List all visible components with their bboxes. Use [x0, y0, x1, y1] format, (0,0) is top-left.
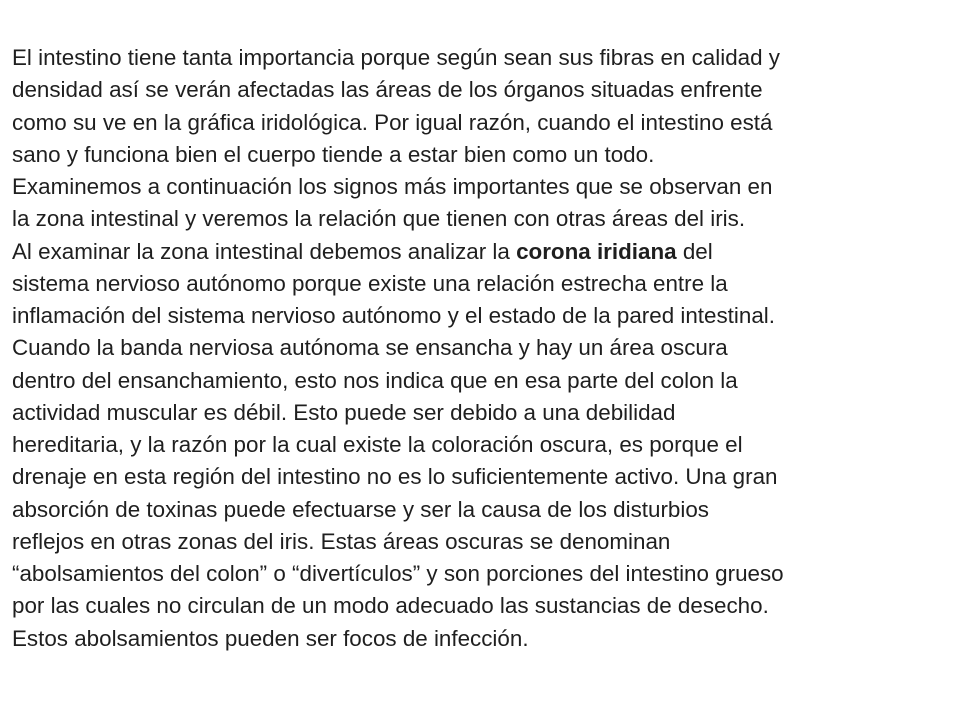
- text-line: absorción de toxinas puede efectuarse y ser la causa de los disturbios: [12, 496, 710, 522]
- text-line: densidad así se verán afectadas las áreas de los órganos situadas enfrente: [12, 77, 763, 103]
- text-segment: Al examinar la zona intestinal debemos analizar la: [12, 238, 517, 264]
- text-line: sano y funciona bien el cuerpo tiende a estar bien como un todo.: [12, 141, 655, 167]
- text-line: Estos abolsamientos pueden ser focos de infección.: [12, 625, 529, 651]
- paragraph-importancia-intestino: [12, 42, 952, 171]
- bold-term-corona-iridiana: corona iridiana: [516, 238, 677, 264]
- text-line: [12, 236, 952, 268]
- text-line: reflejos en otras zonas del iris. Estas áreas oscuras se denominan: [12, 528, 671, 554]
- text-line: Cuando la banda nerviosa autónoma se ensancha y hay un área oscura: [12, 335, 728, 361]
- text-segment: del: [676, 238, 713, 264]
- body-text: [12, 42, 952, 655]
- paragraph-banda-nerviosa: [12, 332, 952, 655]
- text-line: la zona intestinal y veremos la relación que tienen con otras áreas del iris.: [12, 206, 746, 232]
- text-line: El intestino tiene tanta importancia porque según sean sus fibras en calidad y: [12, 45, 780, 70]
- text-line: “abolsamientos del colon” o “divertículos” y son porciones del intestino grueso: [12, 561, 784, 586]
- text-line: dentro del ensanchamiento, esto nos indica que en esa parte del colon la: [12, 367, 738, 393]
- text-line: inflamación del sistema nervioso autónomo y el estado de la pared intestinal.: [12, 303, 775, 328]
- text-line: Examinemos a continuación los signos más importantes que se observan en: [12, 174, 773, 199]
- text-line: como su ve en la gráfica iridológica. Por igual razón, cuando el intestino está: [12, 109, 773, 135]
- text-line: actividad muscular es débil. Esto puede ser debido a una debilidad: [12, 399, 676, 425]
- text-line: por las cuales no circulan de un modo adecuado las sustancias de desecho.: [12, 593, 769, 619]
- text-line: drenaje en esta región del intestino no es lo suficientemente activo. Una gran: [12, 464, 778, 490]
- paragraph-signos-zona-intestinal: [12, 171, 952, 236]
- paragraph-corona-iridiana: [12, 236, 952, 333]
- text-line: hereditaria, y la razón por la cual existe la coloración oscura, es porque el: [12, 432, 743, 457]
- text-line: sistema nervioso autónomo porque existe una relación estrecha entre la: [12, 270, 728, 296]
